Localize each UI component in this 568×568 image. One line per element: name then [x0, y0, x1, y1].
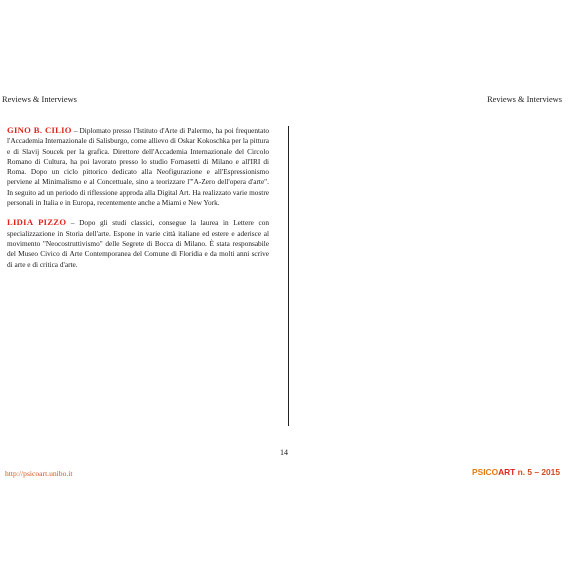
- bio-name: GINO B. CILIO: [7, 125, 72, 135]
- bio-column: [7, 125, 269, 279]
- bio-entry-pizzo: [7, 217, 269, 269]
- bio-text: – Dopo gli studi classici, consegue la laurea in Lettere con specializzazione in Storia dell'arte. Espone in varie città italiane ed estere e aderisce al movimento "Neocostruttivismo" delle Segrete di Bocca di Milano. È stata responsabile del Museo Civico di Arte Contemporanea del Comune di Floridia e da molti anni scrive di arte e di critica d'arte.: [7, 218, 269, 269]
- footer-url-link[interactable]: http://psicoart.unibo.it: [5, 469, 73, 478]
- bio-text: – Diplomato presso l'Istituto d'Arte di Palermo, ha poi frequentato l'Accademia Internazionale di Salisburgo, come allievo di Oskar Kokoschka per la pittura e di Slavij Soucek per la grafica. Direttore dell'Accademia Internazionale del Circolo Romano di Cultura, ha poi lavorato presso lo studio Fornasetti di Milano e all'IRI di Roma. Dopo un ciclo pittorico dedicato alla Neofigurazione e all'Espressionismo perviene al Minimalismo e al Concettuale, sino a teorizzare l'"A-Zero dell'opera d'arte". In seguito ad un periodo di riflessione approda alla Digital Art. Ha realizzato varie mostre personali in Italia e in Europa, recentemente anche a Miami e New York.: [7, 126, 269, 208]
- running-header-right: Reviews & Interviews: [487, 95, 562, 104]
- journal-issue-label: [472, 467, 560, 477]
- running-header-left: Reviews & Interviews: [2, 95, 77, 104]
- bio-entry-cilio: [7, 125, 269, 208]
- column-divider: [288, 126, 289, 426]
- page-number: 14: [280, 448, 288, 457]
- journal-issue: n. 5 – 2015: [515, 467, 560, 477]
- bio-name: LIDIA PIZZO: [7, 217, 67, 228]
- journal-psico: PSICO: [472, 467, 499, 477]
- journal-art: ART: [498, 467, 516, 477]
